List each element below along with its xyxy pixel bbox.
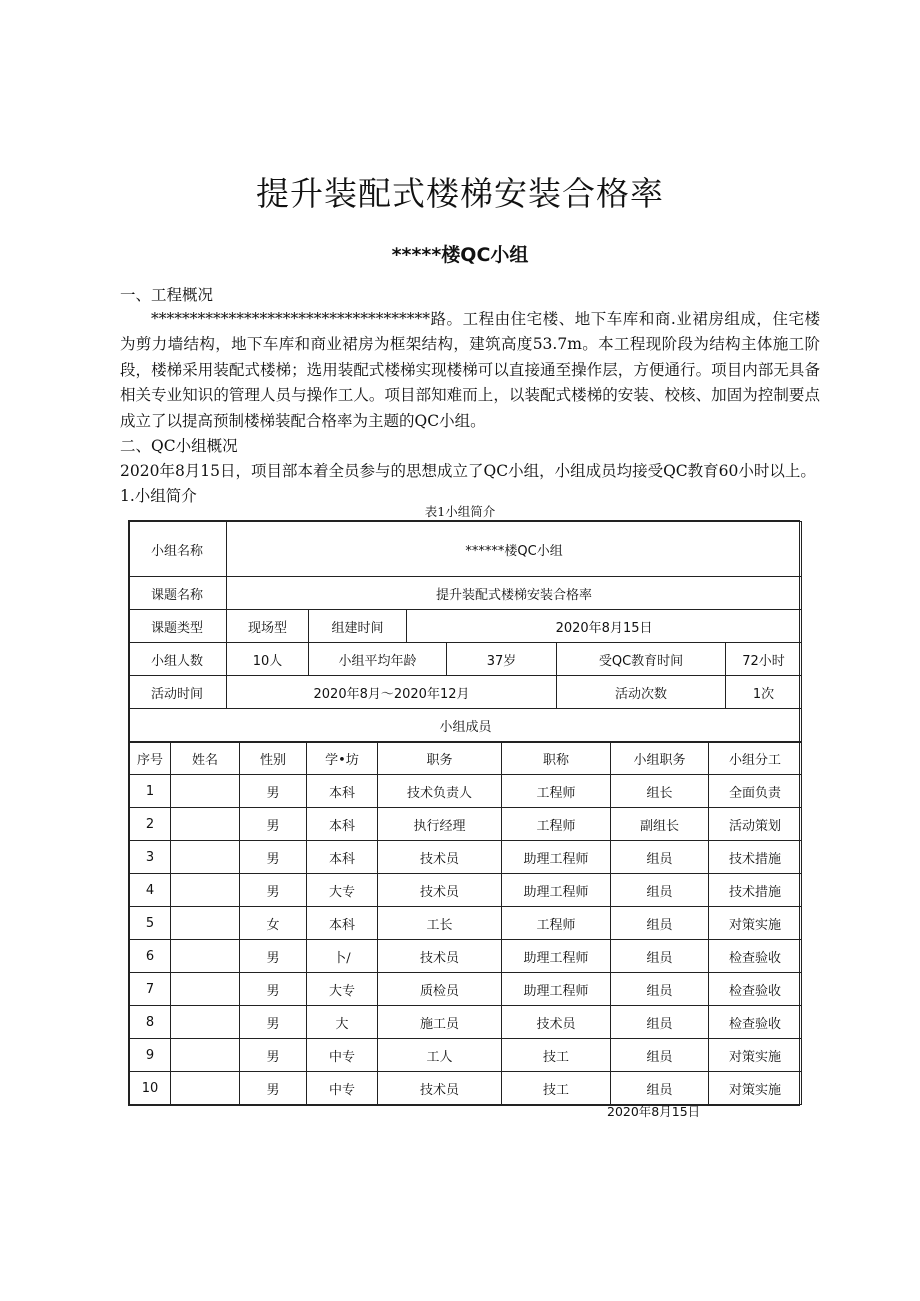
table-cell: 检查验收 xyxy=(709,940,802,973)
table-cell xyxy=(171,1072,240,1105)
avg-age-value: 37岁 xyxy=(447,643,557,676)
table-cell: 男 xyxy=(240,808,307,841)
table-cell: 组员 xyxy=(611,1072,709,1105)
section-1-body: ************************************路。工程由住宅楼、地下车库和商.业裙房组成，住宅楼为剪力墙结构，地下车库和商业裙房为框架结构，建筑高度53.7m。本工程现阶段为结构主体施工阶段，楼梯采用装配式楼梯；选用装配式楼梯实现楼梯可以直接通至操作层，方便通行。项目内部无具备相关专业知识的管理人员与操作工人。项目部知难而上，以装配式楼梯的安装、校核、加固为控制要点成立了以提高预制楼梯装配合格率为主题的QC小组。 xyxy=(120,310,820,430)
table-row xyxy=(130,808,802,841)
table-cell: 男 xyxy=(240,841,307,874)
table-cell: 全面负责 xyxy=(709,775,802,808)
topic-type-value: 现场型 xyxy=(227,610,309,643)
table-cell: 组员 xyxy=(611,841,709,874)
table-cell: 10 xyxy=(130,1072,171,1105)
table-cell xyxy=(171,808,240,841)
avg-age-label: 小组平均年龄 xyxy=(309,643,447,676)
table-cell: 技术员 xyxy=(378,841,502,874)
table-cell: 大专 xyxy=(307,973,378,1006)
table-cell: 男 xyxy=(240,1072,307,1105)
table-cell: 男 xyxy=(240,775,307,808)
header-cell: 小组职务 xyxy=(611,743,709,775)
table-cell: 技工 xyxy=(502,1039,611,1072)
table-cell xyxy=(171,1039,240,1072)
section-1-heading: 一、工程概况 xyxy=(120,286,214,304)
table-cell: 男 xyxy=(240,874,307,907)
section-2-heading: 二、QC小组概况 xyxy=(120,437,238,455)
table-cell: 8 xyxy=(130,1006,171,1039)
table-cell: 男 xyxy=(240,940,307,973)
table-cell: 本科 xyxy=(307,907,378,940)
table-cell xyxy=(171,775,240,808)
table-cell: 卜/ xyxy=(307,940,378,973)
table-cell: 组员 xyxy=(611,907,709,940)
table-cell xyxy=(171,874,240,907)
table-cell xyxy=(171,940,240,973)
table-row xyxy=(130,1039,802,1072)
table-cell xyxy=(171,907,240,940)
table-cell: 对策实施 xyxy=(709,1072,802,1105)
header-cell: 序号 xyxy=(130,743,171,775)
activity-count-label: 活动次数 xyxy=(557,676,726,709)
table-cell: 男 xyxy=(240,1006,307,1039)
group-name-label: 小组名称 xyxy=(130,522,227,577)
table-cell: 助理工程师 xyxy=(502,874,611,907)
table-cell: 7 xyxy=(130,973,171,1006)
table-cell: 检查验收 xyxy=(709,973,802,1006)
table-cell: 副组长 xyxy=(611,808,709,841)
table-cell: 工程师 xyxy=(502,808,611,841)
table-cell: 技术措施 xyxy=(709,874,802,907)
topic-label: 课题名称 xyxy=(130,577,227,610)
table-cell: 检查验收 xyxy=(709,1006,802,1039)
table-cell: 3 xyxy=(130,841,171,874)
table-cell: 技术员 xyxy=(378,874,502,907)
table-row xyxy=(130,907,802,940)
table-cell: 工人 xyxy=(378,1039,502,1072)
table-cell xyxy=(171,841,240,874)
table-row xyxy=(130,1072,802,1105)
table-cell: 组员 xyxy=(611,1039,709,1072)
table-cell: 1 xyxy=(130,775,171,808)
table-cell: 4 xyxy=(130,874,171,907)
table-cell: 技工 xyxy=(502,1072,611,1105)
table-cell: 本科 xyxy=(307,775,378,808)
table-cell: 技术负责人 xyxy=(378,775,502,808)
group-info-table xyxy=(128,520,800,1106)
topic-value: 提升装配式楼梯安装合格率 xyxy=(227,577,802,610)
footer-date: 2020年8月15日 xyxy=(607,1104,701,1119)
founded-value: 2020年8月15日 xyxy=(407,610,802,643)
member-count-label: 小组人数 xyxy=(130,643,227,676)
table-cell: 2 xyxy=(130,808,171,841)
table-cell: 助理工程师 xyxy=(502,973,611,1006)
table-cell: 组员 xyxy=(611,973,709,1006)
header-cell: 姓名 xyxy=(171,743,240,775)
table-cell: 活动策划 xyxy=(709,808,802,841)
table-cell: 9 xyxy=(130,1039,171,1072)
table-row xyxy=(130,1006,802,1039)
table-cell: 助理工程师 xyxy=(502,841,611,874)
group-name-value: ******楼QC小组 xyxy=(227,522,802,577)
table-cell xyxy=(171,1006,240,1039)
activity-period-label: 活动时间 xyxy=(130,676,227,709)
table-cell: 6 xyxy=(130,940,171,973)
activity-count-value: 1次 xyxy=(726,676,802,709)
members-heading: 小组成员 xyxy=(130,709,802,742)
table-cell: 技术措施 xyxy=(709,841,802,874)
header-cell: 职务 xyxy=(378,743,502,775)
table-cell: 中专 xyxy=(307,1072,378,1105)
members-table xyxy=(129,742,802,1105)
table-cell: 技术员 xyxy=(378,1072,502,1105)
table-cell: 对策实施 xyxy=(709,1039,802,1072)
table-cell: 工程师 xyxy=(502,907,611,940)
member-count-value: 10人 xyxy=(227,643,309,676)
table-cell: 男 xyxy=(240,1039,307,1072)
table-cell: 组员 xyxy=(611,874,709,907)
table-cell: 本科 xyxy=(307,841,378,874)
table-cell: 女 xyxy=(240,907,307,940)
qc-training-label: 受QC教育时间 xyxy=(557,643,726,676)
table-cell: 本科 xyxy=(307,808,378,841)
table-row xyxy=(130,973,802,1006)
table-row xyxy=(130,874,802,907)
table-cell: 执行经理 xyxy=(378,808,502,841)
members-header-row xyxy=(130,743,802,775)
header-cell: 职称 xyxy=(502,743,611,775)
table-cell: 技术员 xyxy=(502,1006,611,1039)
table-cell: 施工员 xyxy=(378,1006,502,1039)
table-cell: 技术员 xyxy=(378,940,502,973)
header-cell: 小组分工 xyxy=(709,743,802,775)
table-cell: 男 xyxy=(240,973,307,1006)
table-row xyxy=(130,775,802,808)
table-cell: 质检员 xyxy=(378,973,502,1006)
table-cell: 组长 xyxy=(611,775,709,808)
activity-period-value: 2020年8月～2020年12月 xyxy=(227,676,557,709)
table-cell: 中专 xyxy=(307,1039,378,1072)
table-cell: 组员 xyxy=(611,1006,709,1039)
table-cell: 大专 xyxy=(307,874,378,907)
table-row xyxy=(130,841,802,874)
section-2-body: 2020年8月15日，项目部本着全员参与的思想成立了QC小组，小组成员均接受QC教育60小时以上。 xyxy=(120,462,816,480)
table-row xyxy=(130,940,802,973)
header-cell: 性别 xyxy=(240,743,307,775)
document-title: 提升装配式楼梯安装合格率 xyxy=(256,174,664,213)
topic-type-label: 课题类型 xyxy=(130,610,227,643)
header-cell: 学•坊 xyxy=(307,743,378,775)
qc-training-value: 72小时 xyxy=(726,643,802,676)
founded-label: 组建时间 xyxy=(309,610,407,643)
document-subtitle: *****楼QC小组 xyxy=(391,244,529,266)
table-cell: 对策实施 xyxy=(709,907,802,940)
table-cell: 组员 xyxy=(611,940,709,973)
table-cell: 工长 xyxy=(378,907,502,940)
subsection-1-heading: 1.小组简介 xyxy=(120,487,197,505)
table-caption: 表1小组简介 xyxy=(424,504,496,519)
table-cell: 大 xyxy=(307,1006,378,1039)
table-cell: 助理工程师 xyxy=(502,940,611,973)
table-cell xyxy=(171,973,240,1006)
table-cell: 工程师 xyxy=(502,775,611,808)
table-cell: 5 xyxy=(130,907,171,940)
